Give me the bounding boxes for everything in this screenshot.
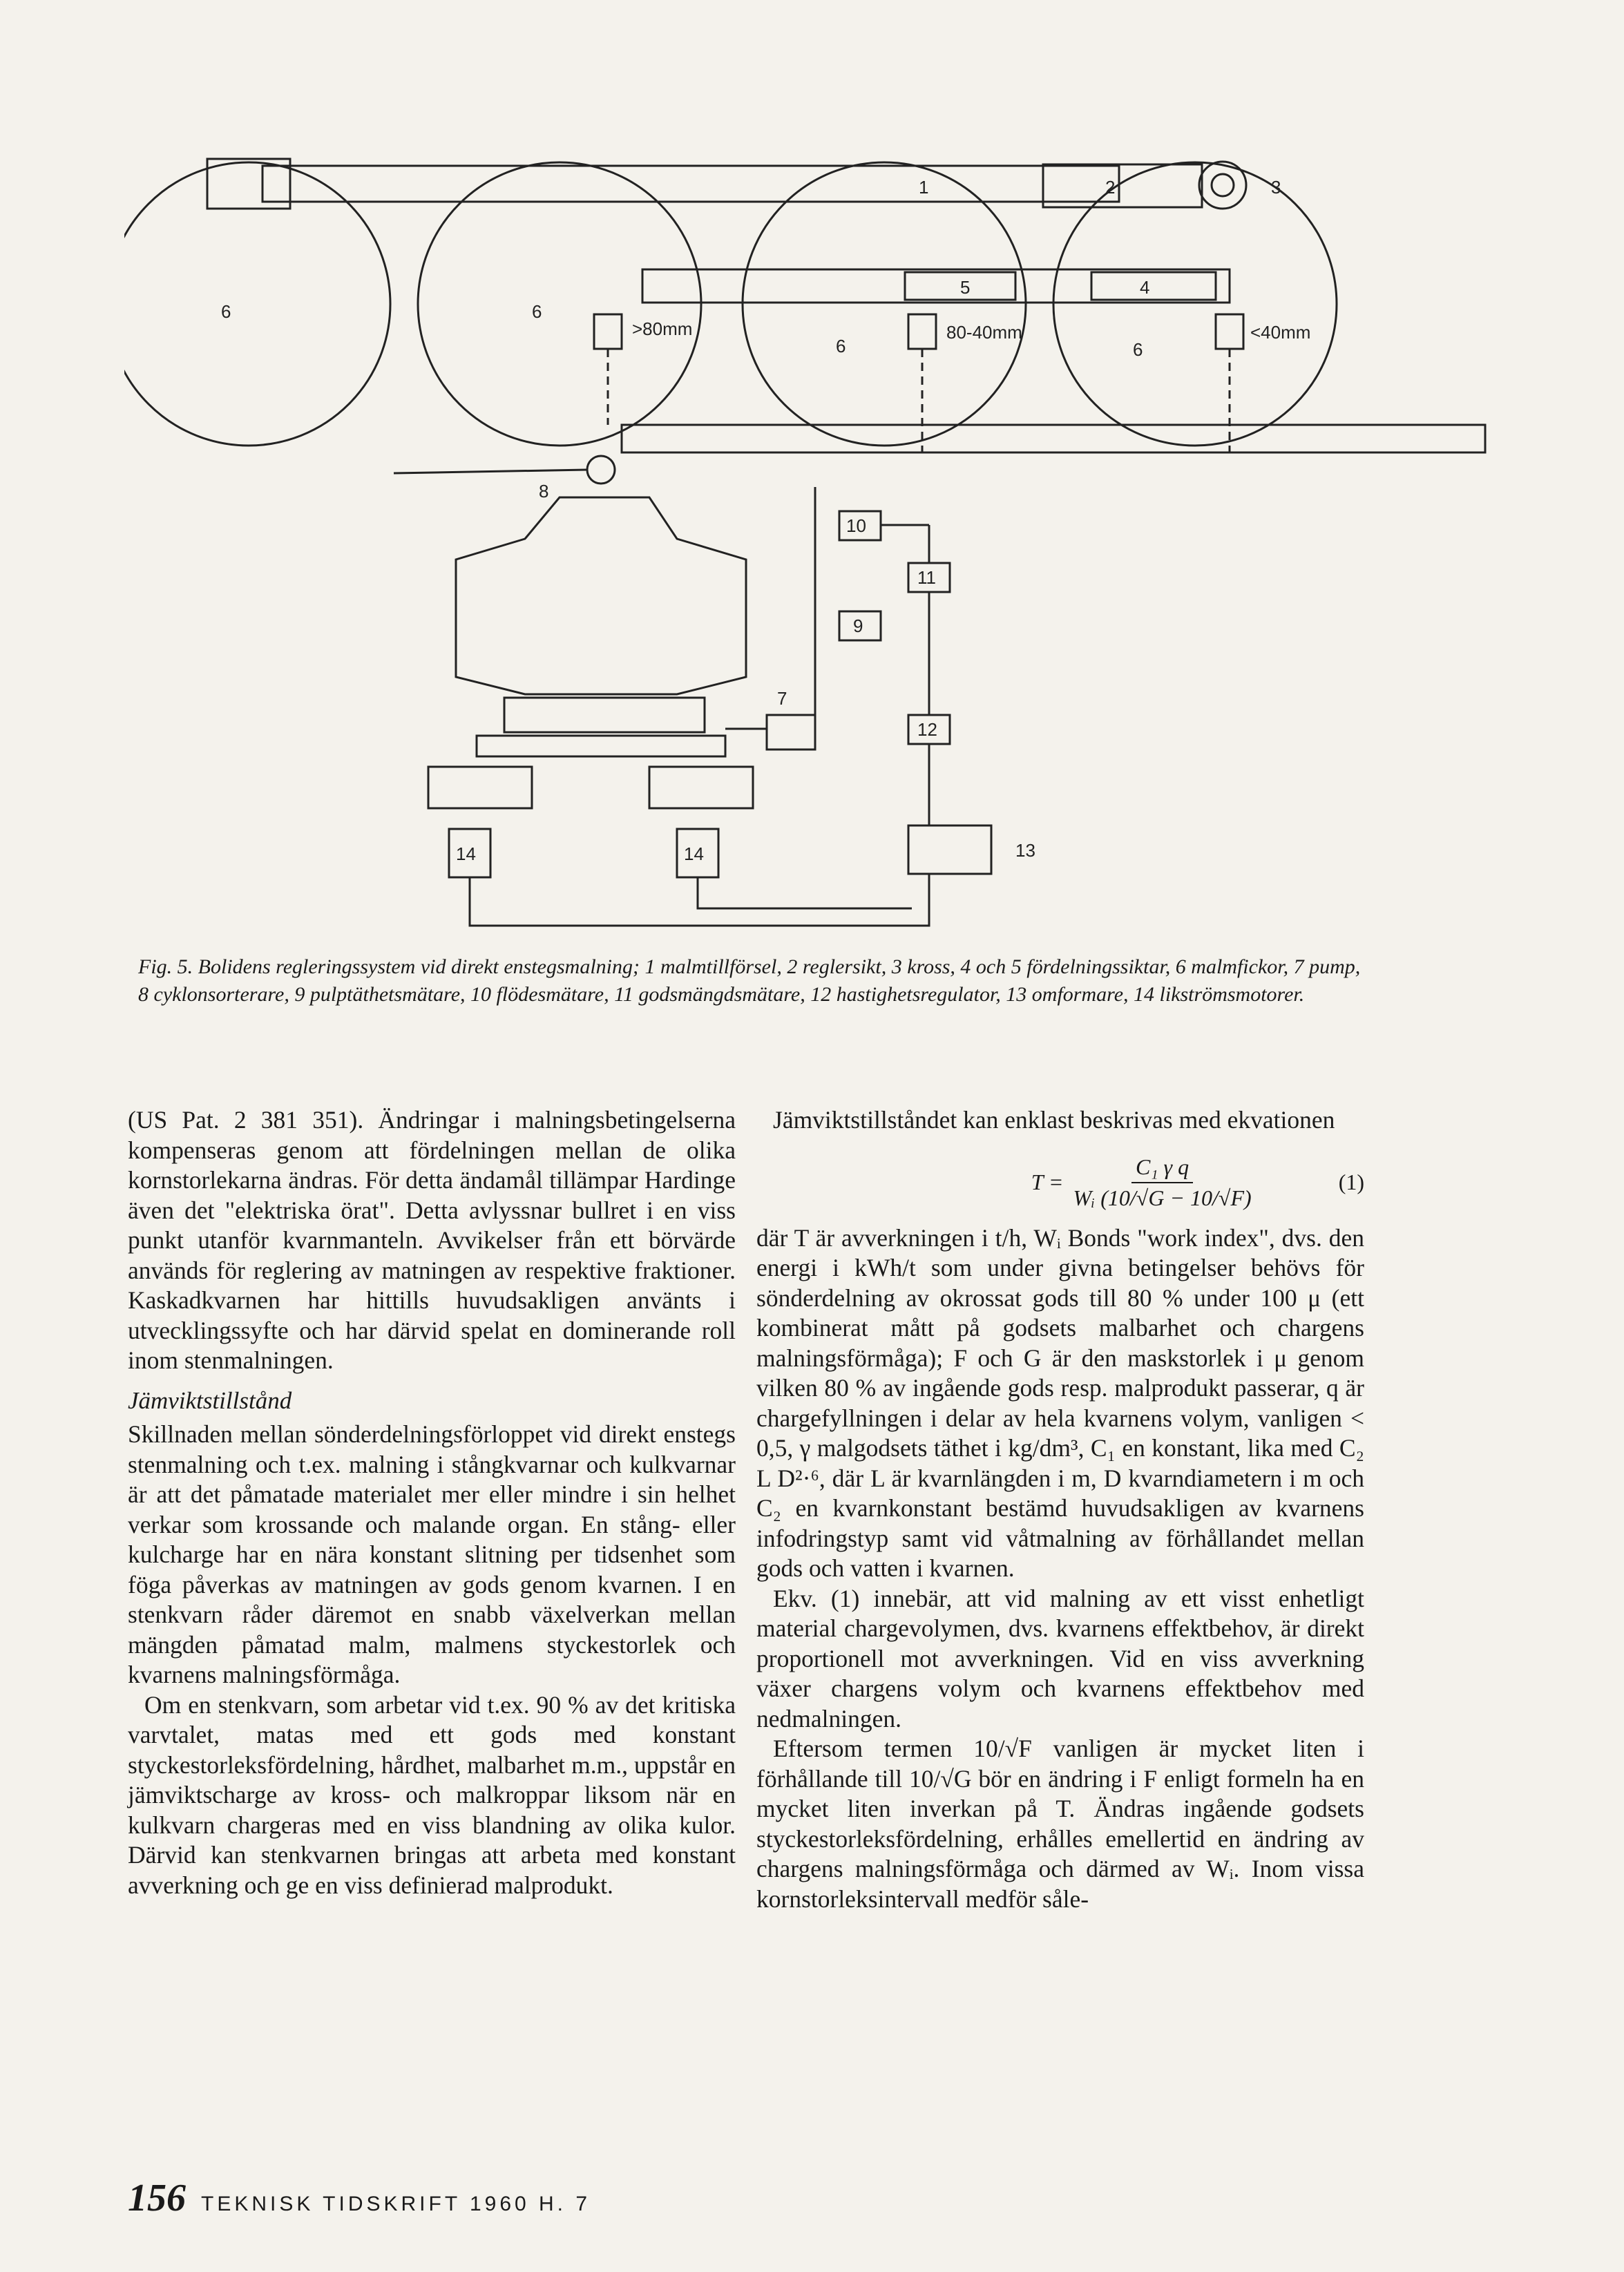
ore-bin-3 bbox=[743, 162, 1026, 446]
equation-fraction bbox=[1069, 1152, 1256, 1214]
motor-frame-left bbox=[428, 767, 532, 808]
conveyor-1 bbox=[262, 166, 1119, 202]
journal-name: TEKNISK TIDSKRIFT 1960 H. 7 bbox=[201, 2193, 591, 2215]
pump-7 bbox=[767, 715, 815, 750]
equation-number: (1) bbox=[1338, 1170, 1364, 1195]
cyclone-separator-8 bbox=[587, 456, 615, 484]
equation-numerator: C₁ γ q bbox=[1131, 1152, 1193, 1184]
label-12: 12 bbox=[917, 719, 937, 740]
converter-13 bbox=[908, 825, 991, 874]
label-14b: 14 bbox=[684, 843, 704, 864]
label-6d: 6 bbox=[1133, 339, 1143, 360]
label-size-medium: 80-40mm bbox=[946, 322, 1022, 343]
label-5: 5 bbox=[960, 277, 971, 298]
left-paragraph-1: (US Pat. 2 381 351). Ändringar i malningsbetingelserna kompenseras genom att fördelningen mellan de olika kornstorlekarna ändras. För detta ändamål tillämpar Hardinge även det "elektriska örat". Detta avlyssnar bullret i en viss punkt utanför kvarnmanteln. Avvikelser från ett börvärde används för reglering av matningen av respektive fraktioner. Kaskadkvarnen har hittills huvudsakligen använts i utvecklingssyfte och har därvid spelat en dominerande roll inom stenmalningen. bbox=[128, 1106, 736, 1374]
figure-caption: Fig. 5. Bolidens regleringssystem vid direkt enstegsmalning; 1 malmtillförsel, 2 reglersikt, 3 kross, 4 och 5 fördelningssiktar, 6 malmfickor, 7 pump, 8 cyklonsorterare, 9 pulptäthetsmätare, 10 flödesmätare, 11 godsmängdsmätare, 12 hastighetsregulator, 13 omformare, 14 likströmsmotorer. bbox=[138, 955, 1361, 1006]
equation-lhs: T = bbox=[1031, 1170, 1064, 1195]
label-14a: 14 bbox=[456, 843, 476, 864]
label-2: 2 bbox=[1105, 177, 1116, 198]
label-10: 10 bbox=[846, 515, 866, 536]
right-paragraph-4: Eftersom termen 10/√F vanligen är mycket liten i förhållande till 10/√G bör en ändring i F enligt formeln ha en mycket liten inverkan på T. Ändras ingående godsets styckestorleksfördelning, erhålles emellertid en ändring av chargens malningsförmåga och därmed av Wᵢ. Inom vissa kornstorleksintervall medför såle- bbox=[756, 1735, 1364, 1913]
motor-frame-right bbox=[649, 767, 753, 808]
label-8: 8 bbox=[539, 481, 549, 502]
label-6a: 6 bbox=[221, 301, 231, 322]
left-column bbox=[128, 1105, 736, 1900]
label-7: 7 bbox=[777, 688, 787, 709]
label-size-coarse: >80mm bbox=[632, 318, 693, 339]
label-11: 11 bbox=[917, 567, 936, 588]
label-1: 1 bbox=[919, 177, 929, 198]
right-column bbox=[756, 1105, 1364, 1914]
equation-1 bbox=[756, 1152, 1364, 1214]
left-paragraph-3: Om en stenkvarn, som arbetar vid t.ex. 90 % av det kritiska varvtalet, matas med ett gods med konstant styckestorleksfördelning, hårdhet, malbarhet m.m., uppstår en jämviktscharge av kross- och malkroppar liksom när en kulkvarn chargeras med en viss blandning av olika kulor. Därvid kan stenkvarnen bringas att arbeta med konstant avverkning och ge en viss definierad malprodukt. bbox=[128, 1690, 736, 1899]
right-paragraph-1: Jämviktstillståndet kan enklast beskrivas med ekvationen bbox=[773, 1106, 1335, 1134]
ore-bin-4 bbox=[1053, 162, 1337, 446]
label-3: 3 bbox=[1271, 177, 1281, 198]
equation-denominator: Wᵢ (10/√G − 10/√F) bbox=[1073, 1185, 1252, 1210]
label-13: 13 bbox=[1015, 840, 1035, 861]
right-paragraph-3: Ekv. (1) innebär, att vid malning av ett visst enhetligt material chargevolymen, dvs. kvarnens effektbehov, är direkt proportionell mot avverkningen. Vid en viss avverkning växer chargens volym och kvarnens effektbehov med nedmalningen. bbox=[756, 1584, 1364, 1732]
label-4: 4 bbox=[1140, 277, 1150, 298]
label-9: 9 bbox=[853, 615, 863, 636]
regulation-system-diagram bbox=[124, 83, 1506, 946]
section-heading: Jämviktstillstånd bbox=[128, 1386, 292, 1414]
crusher-3 bbox=[1199, 162, 1246, 209]
grinding-mill bbox=[456, 497, 746, 694]
label-6c: 6 bbox=[836, 336, 846, 356]
bottom-conveyor bbox=[622, 425, 1485, 452]
left-paragraph-2: Skillnaden mellan sönderdelningsförloppet vid direkt enstegs stenmalning och t.ex. malning i stångkvarnar och kulkvarnar är att det påmatade materialet mer eller mindre i sin helhet verkar som krossande och malande organ. En stång- eller kulcharge har en nära konstant slitning per tidsenhet som föga påverkas av matningen av gods genom kvarnen. I en stenkvarn råder däremot en snabb växelverkan mellan mängden påmatad malm, malmens styckestorlek och kvarnens malningsförmåga. bbox=[128, 1420, 736, 1688]
label-size-fine: <40mm bbox=[1250, 322, 1311, 343]
distribution-screen-4 bbox=[1091, 272, 1216, 300]
label-6b: 6 bbox=[532, 301, 542, 322]
ore-bin-1 bbox=[124, 162, 390, 446]
page-footer bbox=[128, 2176, 591, 2220]
figure-5-diagram bbox=[124, 83, 1506, 946]
page-number: 156 bbox=[128, 2177, 186, 2220]
right-paragraph-2: där T är avverkningen i t/h, Wᵢ Bonds "work index", dvs. den energi i kWh/t som under givna betingelser behövs för sönderdelning av okrossat gods till 80 % under 100 μ (ett kombinerat mått på godsets malbarhet och chargens malningsförmåga); F och G är den maskstorlek i μ genom vilken 80 % av ingående gods resp. malprodukt passerar, q är chargefyllningen i delar av hela kvarnens volym, vanligen < 0,5, γ malgodsets täthet i kg/dm³, C₁ en konstant, lika med C₂ L D²·⁶, där L är kvarnlängden i m, D kvarndiametern i m och C₂ en kvarnkonstant bestämd huvudsakligen av kvarnens infodringstyp samt vid våtmalning av förhållandet mellan gods och vatten i kvarnen. bbox=[756, 1223, 1364, 1582]
ore-bin-2 bbox=[418, 162, 701, 446]
